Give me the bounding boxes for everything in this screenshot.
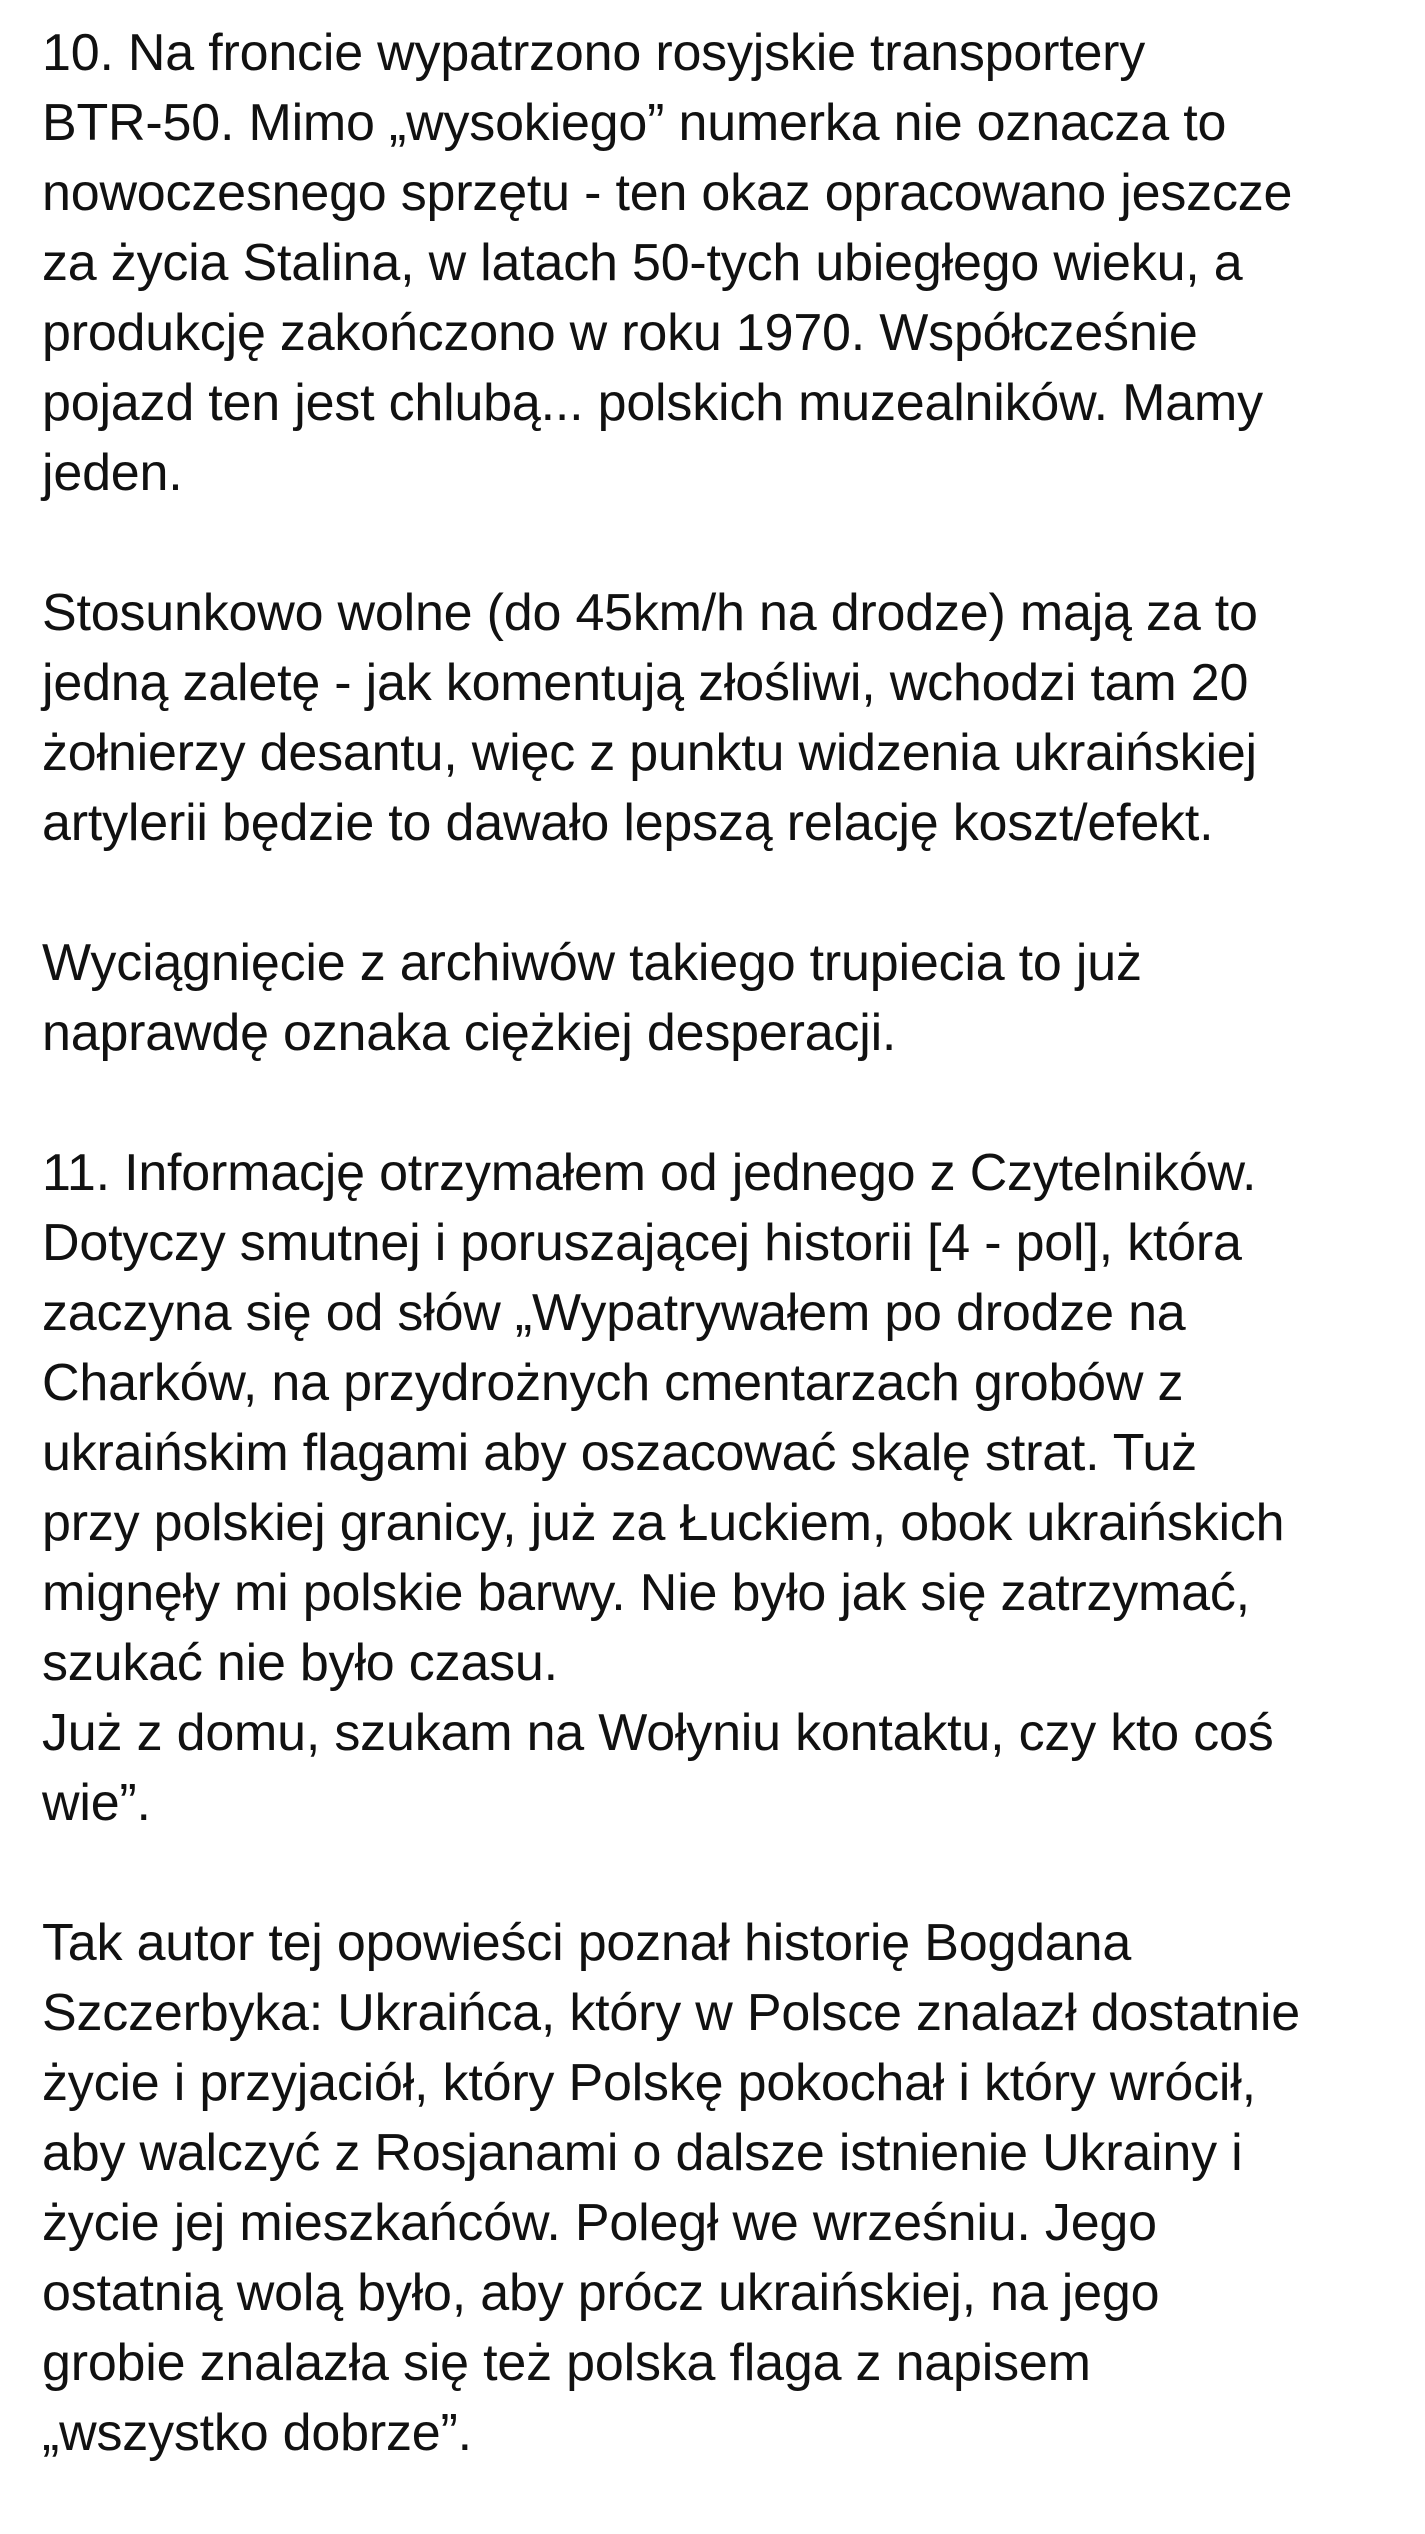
paragraph-speed xyxy=(42,578,1397,858)
text-line: 10. Na froncie wypatrzono rosyjskie transportery xyxy=(42,24,1146,82)
text-line: „wszystko dobrze”. xyxy=(42,2404,472,2462)
paragraph-spacer xyxy=(42,858,1397,928)
text-line: mignęły mi polskie barwy. Nie było jak się zatrzymać, xyxy=(42,1564,1250,1622)
text-line: życie i przyjaciół, który Polskę pokochał i który wrócił, xyxy=(42,2054,1256,2112)
text-line: produkcję zakończono w roku 1970. Współcześnie xyxy=(42,304,1198,362)
paragraph-reader-info xyxy=(42,1138,1397,1838)
paragraph-btr50 xyxy=(42,18,1397,508)
text-line: wie”. xyxy=(42,1774,151,1832)
text-line: Tak autor tej opowieści poznał historię Bogdana xyxy=(42,1914,1132,1972)
text-line: aby walczyć z Rosjanami o dalsze istnienie Ukrainy i xyxy=(42,2124,1243,2182)
text-line: Dotyczy smutnej i poruszającej historii [4 - pol], która xyxy=(42,1214,1242,1272)
text-line: zaczyna się od słów „Wypatrywałem po drodze na xyxy=(42,1284,1186,1342)
text-line: Szczerbyka: Ukraińca, który w Polsce znalazł dostatnie xyxy=(42,1984,1300,2042)
text-line: jeden. xyxy=(42,444,183,502)
text-line: artylerii będzie to dawało lepszą relację koszt/efekt. xyxy=(42,794,1214,852)
text-line: nowoczesnego sprzętu - ten okaz opracowano jeszcze xyxy=(42,164,1293,222)
text-line: Już z domu, szukam na Wołyniu kontaktu, czy kto coś xyxy=(42,1704,1274,1762)
text-line: grobie znalazła się też polska flaga z napisem xyxy=(42,2334,1091,2392)
text-line: jedną zaletę - jak komentują złośliwi, wchodzi tam 20 xyxy=(42,654,1249,712)
text-line: szukać nie było czasu. xyxy=(42,1634,558,1692)
text-line: ukraińskim flagami aby oszacować skalę strat. Tuż xyxy=(42,1424,1197,1482)
text-line: Stosunkowo wolne (do 45km/h na drodze) mają za to xyxy=(42,584,1258,642)
text-line: za życia Stalina, w latach 50-tych ubiegłego wieku, a xyxy=(42,234,1243,292)
paragraph-desperation xyxy=(42,928,1397,1068)
paragraph-spacer xyxy=(42,1838,1397,1908)
paragraph-spacer xyxy=(42,508,1397,578)
text-line: Charków, na przydrożnych cmentarzach grobów z xyxy=(42,1354,1184,1412)
text-line: żołnierzy desantu, więc z punktu widzenia ukraińskiej xyxy=(42,724,1257,782)
text-line: pojazd ten jest chlubą... polskich muzealników. Mamy xyxy=(42,374,1263,432)
paragraph-story xyxy=(42,1908,1397,2468)
text-line: 11. Informację otrzymałem od jednego z Czytelników. xyxy=(42,1144,1257,1202)
text-line: ostatnią wolą było, aby prócz ukraińskiej, na jego xyxy=(42,2264,1160,2322)
paragraph-spacer xyxy=(42,1068,1397,1138)
text-line: naprawdę oznaka ciężkiej desperacji. xyxy=(42,1004,897,1062)
text-line: życie jej mieszkańców. Poległ we wrześniu. Jego xyxy=(42,2194,1157,2252)
text-line: Wyciągnięcie z archiwów takiego trupiecia to już xyxy=(42,934,1142,992)
text-line: BTR-50. Mimo „wysokiego” numerka nie oznacza to xyxy=(42,94,1227,152)
text-line: przy polskiej granicy, już za Łuckiem, obok ukraińskich xyxy=(42,1494,1285,1552)
